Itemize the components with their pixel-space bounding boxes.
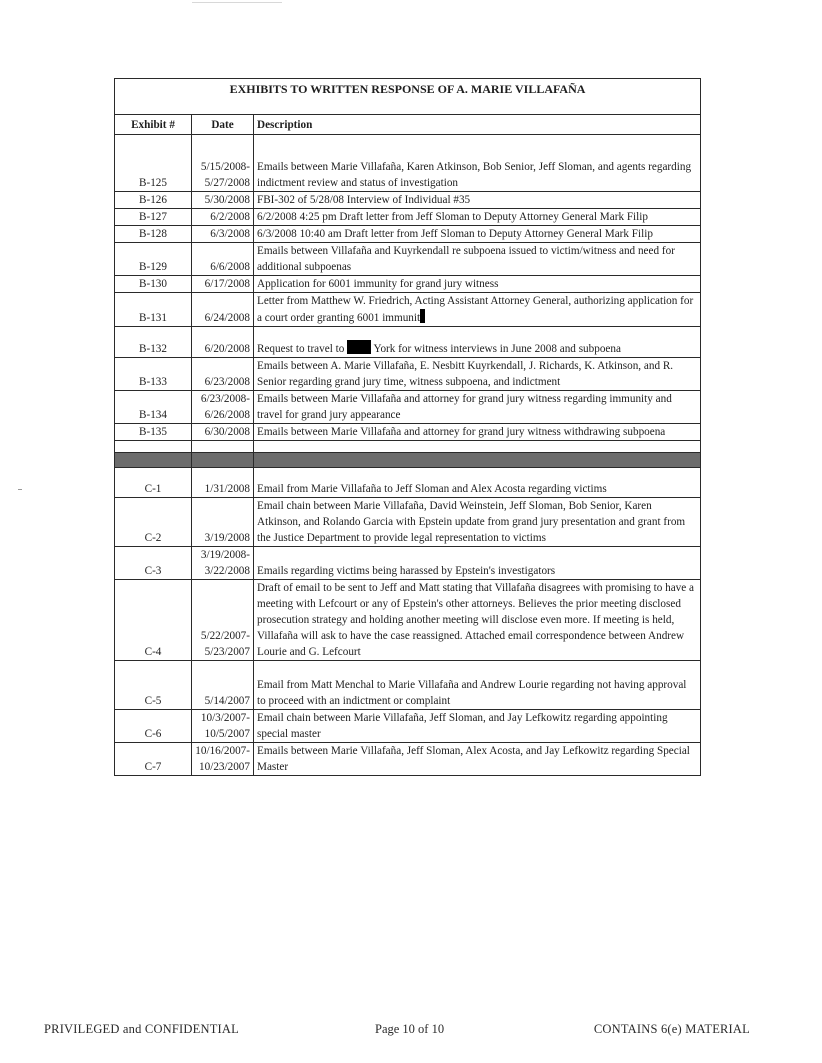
rows-b-group xyxy=(115,135,701,327)
exhibit-cell: B-135 xyxy=(115,424,192,441)
description-cell xyxy=(254,192,701,209)
description-text: Emails between A. Marie Villafaña, E. Nesbitt Kuyrkendall, J. Richards, K. Atkinson, and R. Senior regarding grand jury time, witness subpoena, and indictment xyxy=(257,360,674,388)
date-end: 5/14/2007 xyxy=(204,695,250,707)
description-cell xyxy=(254,293,701,327)
table-row xyxy=(115,243,701,276)
scan-artifact xyxy=(192,2,282,3)
description-cell xyxy=(254,243,701,276)
table-row xyxy=(115,661,701,710)
date-start: 3/19/2008- xyxy=(200,549,250,561)
exhibit-cell: C-6 xyxy=(115,710,192,743)
date-cell xyxy=(192,498,254,547)
date-cell xyxy=(192,209,254,226)
table-row xyxy=(115,391,701,424)
table-title-row xyxy=(115,79,701,115)
date-cell xyxy=(192,135,254,192)
description-text: Email from Matt Menchal to Marie Villafaña and Andrew Lourie regarding not having approval to proceed with an indictment or complaint xyxy=(257,679,687,707)
table-row xyxy=(115,547,701,580)
description-text: Email chain between Marie Villafaña, David Weinstein, Jeff Sloman, Bob Senior, Karen Atkinson, and Rolando Garcia with Epstein update from grand jury presentation and grant from the Justice Department to provide legal representation to victims xyxy=(257,500,686,544)
date-end: 10/23/2007 xyxy=(199,761,250,773)
description-cell xyxy=(254,226,701,243)
date-cell xyxy=(192,391,254,424)
exhibit-cell: C-4 xyxy=(115,580,192,661)
description-cell xyxy=(254,743,701,776)
table-row xyxy=(115,498,701,547)
rows-b-tail-group xyxy=(115,358,701,441)
footer-page-number: Page 10 of 10 xyxy=(375,1022,445,1036)
description-cell xyxy=(254,358,701,391)
exhibit-cell: B-133 xyxy=(115,358,192,391)
table-row xyxy=(115,135,701,192)
date-end: 6/2/2008 xyxy=(210,211,250,223)
exhibit-cell: B-132 xyxy=(115,327,192,358)
description-cell xyxy=(254,135,701,192)
date-end: 6/6/2008 xyxy=(210,261,250,273)
date-start: 10/16/2007- xyxy=(195,745,250,757)
exhibit-cell: B-127 xyxy=(115,209,192,226)
date-start: 5/22/2007- xyxy=(200,630,250,642)
exhibit-cell: B-130 xyxy=(115,276,192,293)
exhibit-cell: B-134 xyxy=(115,391,192,424)
description-text: Emails between Villafaña and Kuyrkendall re subpoena issued to victim/witness and need for additional subpoenas xyxy=(257,245,675,273)
table-row xyxy=(115,580,701,661)
description-text: Emails between Marie Villafaña, Karen Atkinson, Bob Senior, Jeff Sloman, and agents regarding indictment review and status of investigation xyxy=(257,161,692,189)
description-cell xyxy=(254,424,701,441)
date-cell xyxy=(192,580,254,661)
header-row xyxy=(115,115,701,135)
date-cell xyxy=(192,743,254,776)
description-text: 6/2/2008 4:25 pm Draft letter from Jeff Sloman to Deputy Attorney General Mark Filip xyxy=(257,211,648,223)
date-end: 5/27/2008 xyxy=(204,177,250,189)
table-row xyxy=(115,327,701,358)
rows-c-group xyxy=(115,468,701,776)
exhibit-cell: B-125 xyxy=(115,135,192,192)
date-start: 6/23/2008- xyxy=(200,393,250,405)
redaction-box xyxy=(420,309,425,323)
date-cell xyxy=(192,276,254,293)
description-text: Email chain between Marie Villafaña, Jeff Sloman, and Jay Lefkowitz regarding appointing special master xyxy=(257,712,668,740)
date-cell xyxy=(192,192,254,209)
date-end: 6/26/2008 xyxy=(204,409,250,421)
description-text: FBI-302 of 5/28/08 Interview of Individual #35 xyxy=(257,194,471,206)
table-row xyxy=(115,743,701,776)
table-row xyxy=(115,710,701,743)
date-cell xyxy=(192,468,254,498)
exhibit-cell: B-126 xyxy=(115,192,192,209)
table-row xyxy=(115,468,701,498)
exhibit-cell: C-3 xyxy=(115,547,192,580)
footer-6e-notice: CONTAINS 6(e) MATERIAL xyxy=(593,1022,750,1036)
table-row xyxy=(115,209,701,226)
exhibit-cell: B-128 xyxy=(115,226,192,243)
table-row xyxy=(115,424,701,441)
exhibit-cell: C-7 xyxy=(115,743,192,776)
header-date: Date xyxy=(192,115,254,135)
description-cell xyxy=(254,661,701,710)
footer-privileged: PRIVILEGED and CONFIDENTIAL xyxy=(44,1022,239,1036)
date-cell xyxy=(192,226,254,243)
table-row xyxy=(115,293,701,327)
date-end: 6/17/2008 xyxy=(204,278,250,290)
date-end: 6/30/2008 xyxy=(204,426,250,438)
description-cell xyxy=(254,498,701,547)
description-text: Letter from Matthew W. Friedrich, Acting Assistant Attorney General, authorizing application for a court order granting 6001 immunit xyxy=(257,295,694,324)
date-end: 3/19/2008 xyxy=(204,532,250,544)
date-start: 10/3/2007- xyxy=(200,712,250,724)
description-text: Emails regarding victims being harassed by Epstein's investigators xyxy=(257,565,556,577)
date-cell: 6/20/2008 xyxy=(192,327,254,358)
date-end: 6/3/2008 xyxy=(210,228,250,240)
description-part-2: York for witness interviews in June 2008 and subpoena xyxy=(373,343,621,355)
table-row xyxy=(115,358,701,391)
date-end: 3/22/2008 xyxy=(204,565,250,577)
description-part-1: Request to travel to xyxy=(257,343,345,355)
table-title: EXHIBITS TO WRITTEN RESPONSE OF A. MARIE VILLAFAÑA xyxy=(115,79,701,115)
description-cell xyxy=(254,468,701,498)
description-cell xyxy=(254,391,701,424)
description-text: Draft of email to be sent to Jeff and Matt stating that Villafaña disagrees with promising to have a meeting with Lefcourt or any of Epstein's other attorneys. Believes the prior meeting disclosed prosecution strategy and holding another meeting will disclose even more. If meeting is held, Villafaña will ask to have the case reassigned. Attached email correspondence between Andrew Lourie and G. Lefcourt xyxy=(257,582,694,658)
description-text: Emails between Marie Villafaña and attorney for grand jury witness regarding immunity and travel for grand jury appearance xyxy=(257,393,672,421)
date-cell xyxy=(192,243,254,276)
date-end: 5/23/2007 xyxy=(204,646,250,658)
exhibit-cell: C-5 xyxy=(115,661,192,710)
exhibit-cell: C-1 xyxy=(115,468,192,498)
date-cell xyxy=(192,710,254,743)
margin-mark xyxy=(18,489,22,490)
table-row xyxy=(115,192,701,209)
description-text: Application for 6001 immunity for grand jury witness xyxy=(257,278,499,290)
date-cell xyxy=(192,358,254,391)
description-text: Email from Marie Villafaña to Jeff Sloman and Alex Acosta regarding victims xyxy=(257,483,607,495)
description-cell xyxy=(254,710,701,743)
description-text: Emails between Marie Villafaña, Jeff Sloman, Alex Acosta, and Jay Lefkowitz regarding Special Master xyxy=(257,745,690,773)
date-cell xyxy=(192,661,254,710)
date-end: 6/23/2008 xyxy=(204,376,250,388)
date-cell xyxy=(192,547,254,580)
section-divider xyxy=(115,453,701,468)
date-end: 6/24/2008 xyxy=(204,312,250,324)
date-start: 5/15/2008- xyxy=(200,161,250,173)
description-text: 6/3/2008 10:40 am Draft letter from Jeff Sloman to Deputy Attorney General Mark Filip xyxy=(257,228,653,240)
exhibit-cell: B-129 xyxy=(115,243,192,276)
header-exhibit: Exhibit # xyxy=(115,115,192,135)
description-cell xyxy=(254,327,701,358)
date-end: 5/30/2008 xyxy=(204,194,250,206)
description-cell xyxy=(254,276,701,293)
date-end: 1/31/2008 xyxy=(204,483,250,495)
header-description: Description xyxy=(254,115,701,135)
description-cell xyxy=(254,209,701,226)
exhibit-cell: C-2 xyxy=(115,498,192,547)
redaction-box xyxy=(347,340,371,354)
exhibits-table xyxy=(114,78,701,776)
exhibit-cell: B-131 xyxy=(115,293,192,327)
date-cell xyxy=(192,293,254,327)
blank-row xyxy=(115,441,701,453)
description-cell xyxy=(254,580,701,661)
table-row xyxy=(115,276,701,293)
description-text: Emails between Marie Villafaña and attorney for grand jury witness withdrawing subpoena xyxy=(257,426,666,438)
date-cell xyxy=(192,424,254,441)
description-cell xyxy=(254,547,701,580)
date-end: 10/5/2007 xyxy=(204,728,250,740)
table-row xyxy=(115,226,701,243)
